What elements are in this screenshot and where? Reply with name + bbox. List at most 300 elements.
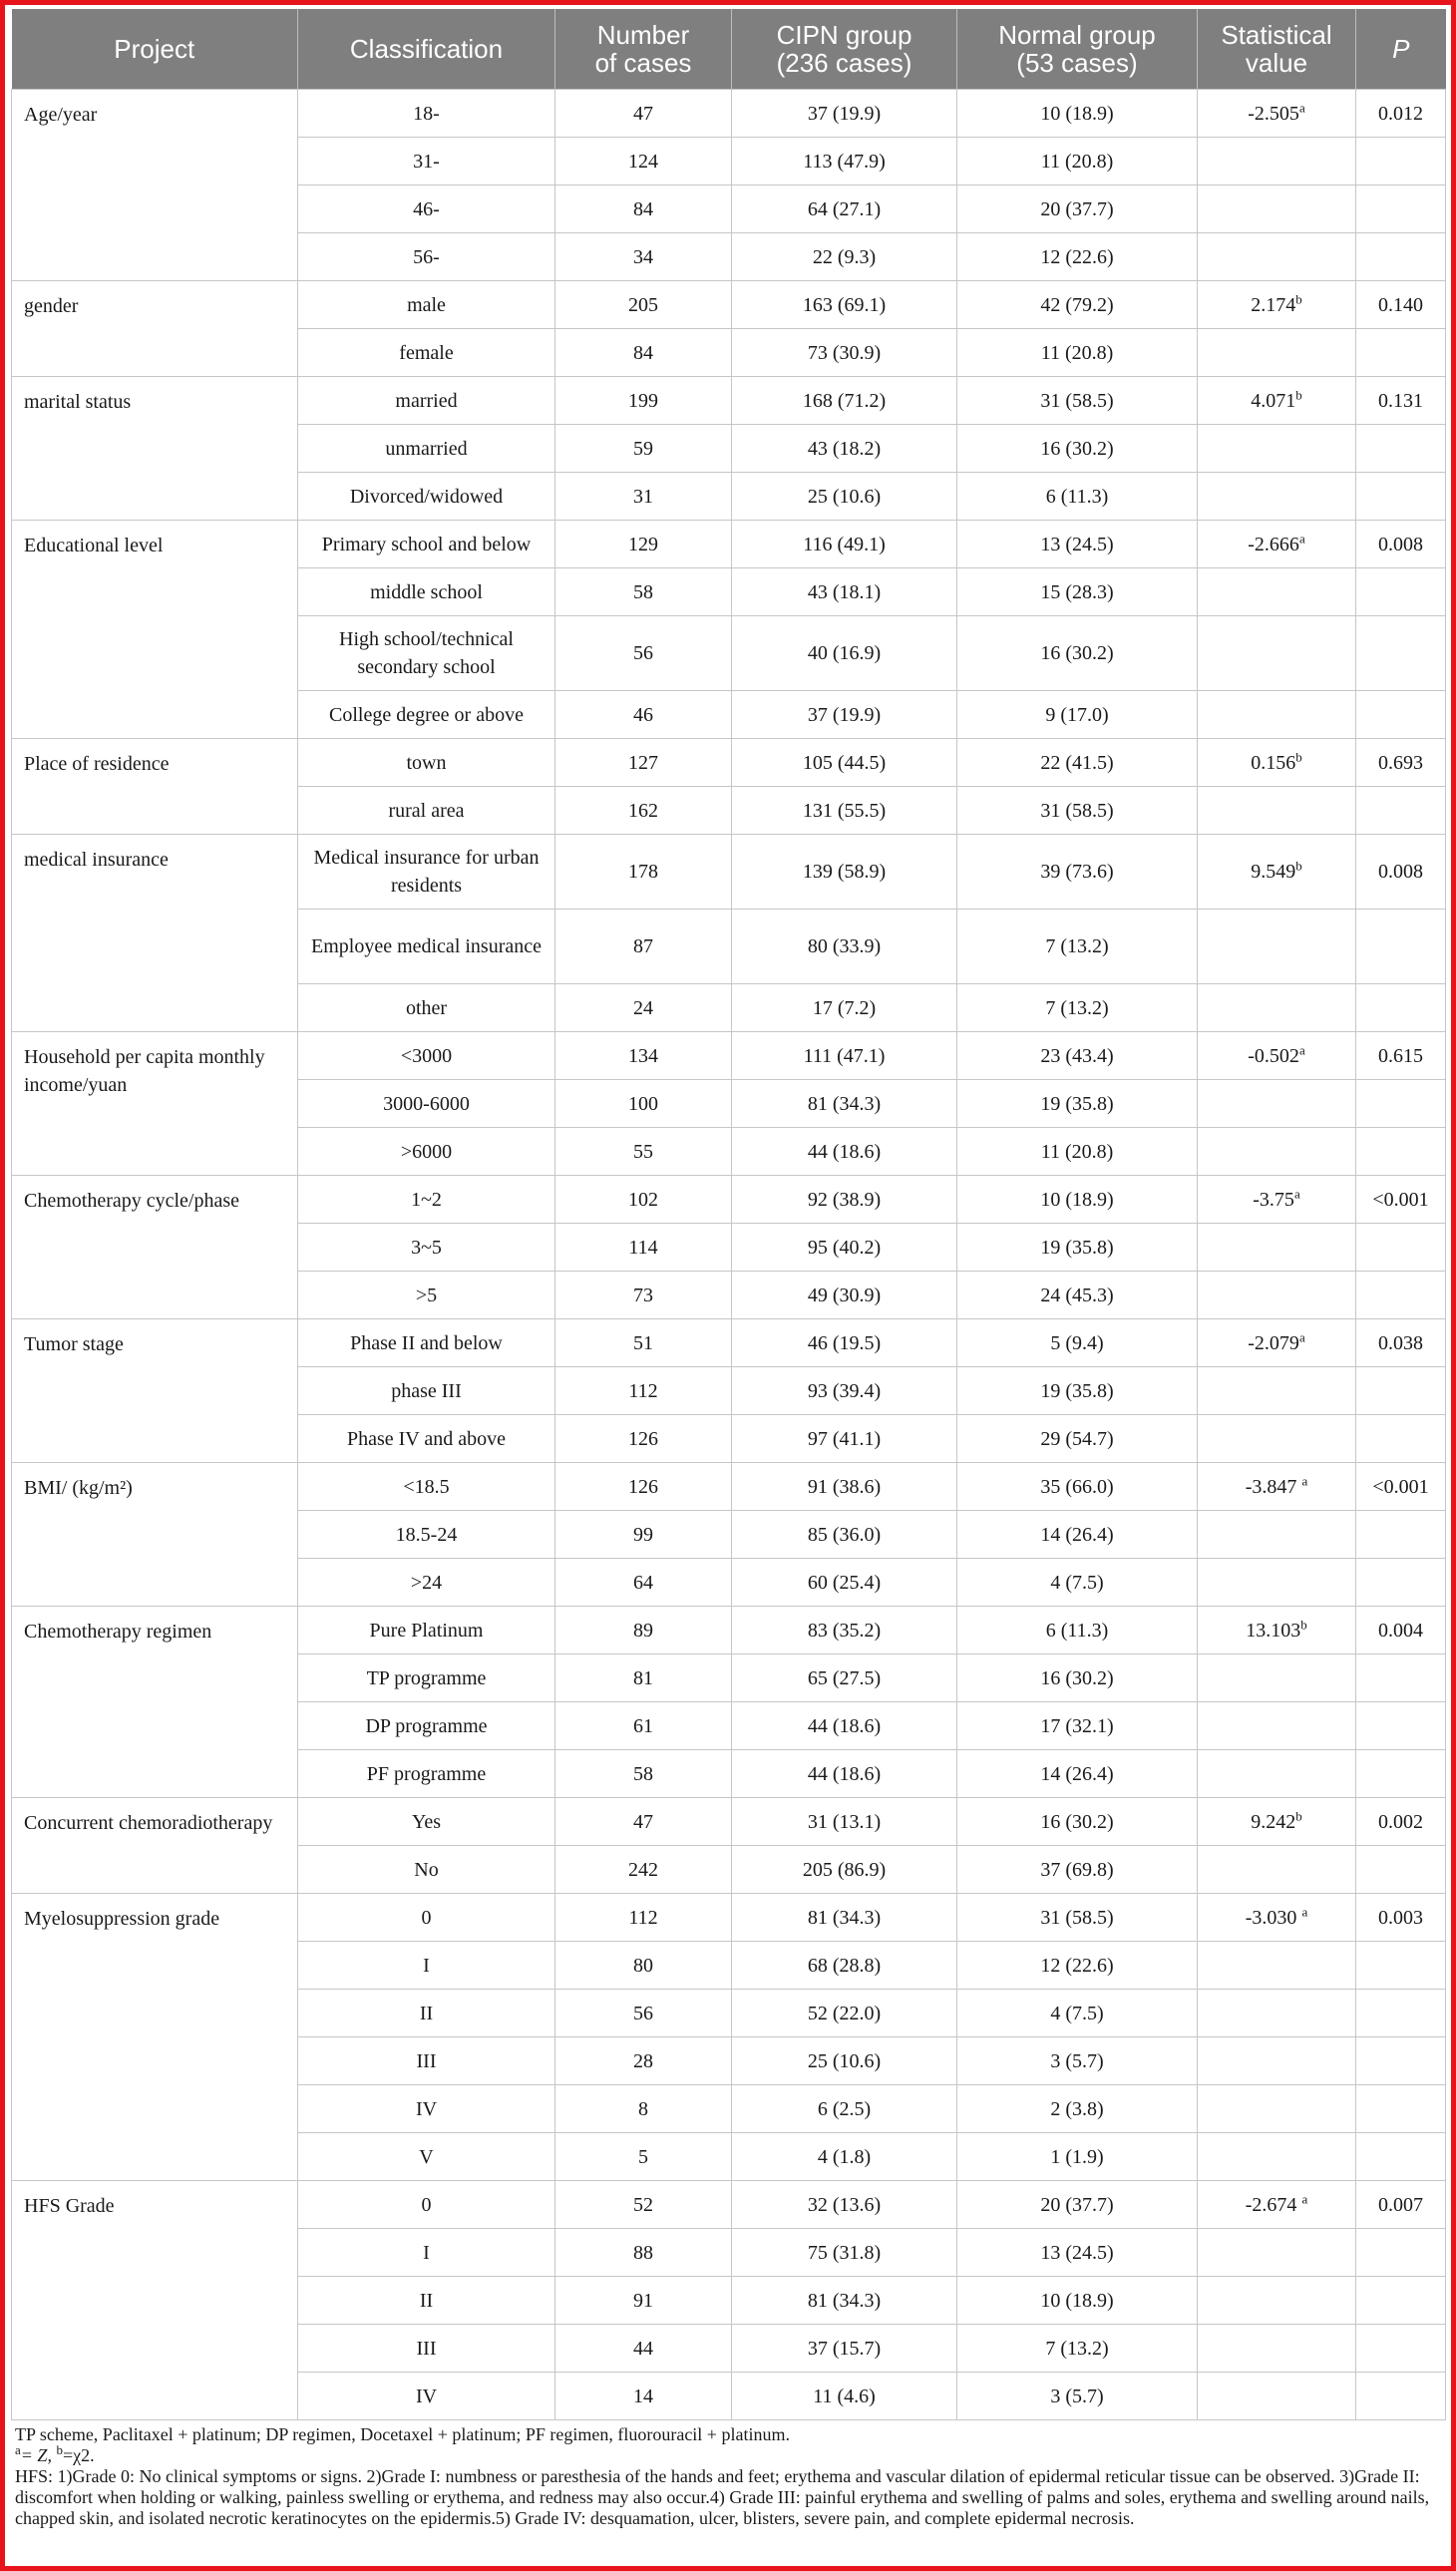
statistical-value-cell: [1198, 984, 1356, 1032]
table-row: [12, 1032, 1446, 1080]
p-value-cell: [1356, 616, 1446, 691]
statistical-value-cell: [1198, 1559, 1356, 1607]
cipn-cell: 11 (4.6): [732, 2373, 957, 2420]
normal-cell: 4 (7.5): [957, 1990, 1198, 2037]
classification-cell: DP programme: [298, 1702, 555, 1750]
normal-cell: 3 (5.7): [957, 2373, 1198, 2420]
p-value-cell: 0.002: [1356, 1798, 1446, 1846]
p-value-cell: [1356, 691, 1446, 739]
header-project: Project: [12, 9, 298, 90]
cases-cell: 34: [555, 233, 732, 281]
p-value-cell: [1356, 1654, 1446, 1702]
classification-cell: female: [298, 329, 555, 377]
statistical-value-cell: [1198, 425, 1356, 473]
cipn-cell: 97 (41.1): [732, 1415, 957, 1463]
normal-cell: 17 (32.1): [957, 1702, 1198, 1750]
normal-cell: 13 (24.5): [957, 521, 1198, 568]
normal-cell: 12 (22.6): [957, 233, 1198, 281]
cipn-cell: 92 (38.9): [732, 1176, 957, 1224]
normal-cell: 37 (69.8): [957, 1846, 1198, 1894]
cases-cell: 126: [555, 1415, 732, 1463]
p-value-cell: 0.012: [1356, 90, 1446, 138]
cases-cell: 134: [555, 1032, 732, 1080]
classification-cell: 18.5-24: [298, 1511, 555, 1559]
normal-cell: 10 (18.9): [957, 2277, 1198, 2325]
cipn-cell: 168 (71.2): [732, 377, 957, 425]
table-footnotes: [11, 2420, 1445, 2529]
classification-cell: Divorced/widowed: [298, 473, 555, 521]
classification-cell: <3000: [298, 1032, 555, 1080]
cipn-cell: 83 (35.2): [732, 1607, 957, 1654]
classification-cell: II: [298, 2277, 555, 2325]
classification-cell: 3~5: [298, 1224, 555, 1272]
cipn-cell: 139 (58.9): [732, 835, 957, 910]
cases-cell: 46: [555, 691, 732, 739]
table-row: [12, 2181, 1446, 2229]
cases-cell: 129: [555, 521, 732, 568]
statistical-value-cell: -2.079$^a$: [1198, 1319, 1356, 1367]
p-value-cell: [1356, 787, 1446, 835]
p-value-cell: 0.131: [1356, 377, 1446, 425]
classification-cell: 56-: [298, 233, 555, 281]
cipn-cell: 4 (1.8): [732, 2133, 957, 2181]
cases-cell: 58: [555, 568, 732, 616]
normal-cell: 39 (73.6): [957, 835, 1198, 910]
normal-cell: 20 (37.7): [957, 2181, 1198, 2229]
table-row: [12, 1176, 1446, 1224]
p-value-cell: 0.038: [1356, 1319, 1446, 1367]
classification-cell: III: [298, 2037, 555, 2085]
cipn-cell: 75 (31.8): [732, 2229, 957, 2277]
cases-cell: 102: [555, 1176, 732, 1224]
table-row: [12, 281, 1446, 329]
table-row: [12, 1319, 1446, 1367]
cases-cell: 47: [555, 90, 732, 138]
cases-cell: 52: [555, 2181, 732, 2229]
normal-cell: 19 (35.8): [957, 1367, 1198, 1415]
statistical-value-cell: [1198, 473, 1356, 521]
cases-cell: 99: [555, 1511, 732, 1559]
cipn-cell: 81 (34.3): [732, 1080, 957, 1128]
cipn-cell: 25 (10.6): [732, 473, 957, 521]
p-value-cell: [1356, 2277, 1446, 2325]
p-value-cell: [1356, 910, 1446, 984]
statistical-value-cell: [1198, 1750, 1356, 1798]
normal-cell: 11 (20.8): [957, 138, 1198, 185]
cipn-cell: 95 (40.2): [732, 1224, 957, 1272]
classification-cell: other: [298, 984, 555, 1032]
cases-cell: 31: [555, 473, 732, 521]
classification-cell: I: [298, 2229, 555, 2277]
p-value-cell: [1356, 1080, 1446, 1128]
cipn-cell: 93 (39.4): [732, 1367, 957, 1415]
statistical-value-cell: [1198, 1846, 1356, 1894]
table-row: [12, 1607, 1446, 1654]
cipn-cell: 40 (16.9): [732, 616, 957, 691]
p-value-cell: [1356, 1367, 1446, 1415]
cases-cell: 5: [555, 2133, 732, 2181]
cipn-cell: 64 (27.1): [732, 185, 957, 233]
classification-cell: town: [298, 739, 555, 787]
p-value-cell: 0.008: [1356, 835, 1446, 910]
classification-cell: 0: [298, 1894, 555, 1942]
classification-cell: rural area: [298, 787, 555, 835]
cases-cell: 81: [555, 1654, 732, 1702]
p-value-cell: 0.003: [1356, 1894, 1446, 1942]
p-value-cell: [1356, 568, 1446, 616]
p-value-cell: [1356, 1702, 1446, 1750]
table-row: [12, 1894, 1446, 1942]
statistical-value-cell: [1198, 910, 1356, 984]
footnote-abbreviations: TP scheme, Paclitaxel + platinum; DP regimen, Docetaxel + platinum; PF regimen, fluorouracil + platinum.: [15, 2424, 790, 2444]
header-p: P: [1356, 9, 1446, 90]
classification-cell: <18.5: [298, 1463, 555, 1511]
normal-cell: 15 (28.3): [957, 568, 1198, 616]
project-cell: Chemotherapy regimen: [12, 1607, 298, 1798]
p-value-cell: <0.001: [1356, 1463, 1446, 1511]
p-value-cell: [1356, 425, 1446, 473]
normal-cell: 24 (45.3): [957, 1272, 1198, 1319]
classification-cell: >6000: [298, 1128, 555, 1176]
cases-cell: 8: [555, 2085, 732, 2133]
p-value-cell: 0.007: [1356, 2181, 1446, 2229]
cases-cell: 51: [555, 1319, 732, 1367]
classification-cell: 31-: [298, 138, 555, 185]
classification-cell: >5: [298, 1272, 555, 1319]
cases-cell: 87: [555, 910, 732, 984]
cipn-cell: 131 (55.5): [732, 787, 957, 835]
cipn-cell: 46 (19.5): [732, 1319, 957, 1367]
p-value-cell: [1356, 138, 1446, 185]
table-body: [12, 90, 1446, 2420]
cipn-cell: 68 (28.8): [732, 1942, 957, 1990]
statistical-value-cell: [1198, 1654, 1356, 1702]
header-classification: Classification: [298, 9, 555, 90]
cipn-cell: 31 (13.1): [732, 1798, 957, 1846]
cases-cell: 73: [555, 1272, 732, 1319]
cipn-cell: 85 (36.0): [732, 1511, 957, 1559]
classification-cell: College degree or above: [298, 691, 555, 739]
classification-cell: III: [298, 2325, 555, 2373]
statistical-value-cell: [1198, 1080, 1356, 1128]
statistical-value-cell: [1198, 2229, 1356, 2277]
header-cipn-group: CIPN group (236 cases): [732, 9, 957, 90]
normal-cell: 11 (20.8): [957, 1128, 1198, 1176]
normal-cell: 16 (30.2): [957, 425, 1198, 473]
cipn-cell: 43 (18.1): [732, 568, 957, 616]
normal-cell: 22 (41.5): [957, 739, 1198, 787]
project-cell: Place of residence: [12, 739, 298, 835]
p-value-cell: [1356, 1415, 1446, 1463]
table-row: [12, 1463, 1446, 1511]
project-cell: Tumor stage: [12, 1319, 298, 1463]
classification-cell: Pure Platinum: [298, 1607, 555, 1654]
statistical-value-cell: [1198, 2085, 1356, 2133]
project-cell: Concurrent chemoradiotherapy: [12, 1798, 298, 1894]
table-row: [12, 90, 1446, 138]
cases-cell: 59: [555, 425, 732, 473]
statistical-value-cell: [1198, 691, 1356, 739]
cipn-cell: 52 (22.0): [732, 1990, 957, 2037]
cases-cell: 112: [555, 1894, 732, 1942]
cipn-cell: 91 (38.6): [732, 1463, 957, 1511]
statistical-value-cell: -0.502$^a$: [1198, 1032, 1356, 1080]
statistical-value-cell: [1198, 138, 1356, 185]
project-cell: HFS Grade: [12, 2181, 298, 2420]
normal-cell: 3 (5.7): [957, 2037, 1198, 2085]
statistical-value-cell: [1198, 1511, 1356, 1559]
cipn-cell: 17 (7.2): [732, 984, 957, 1032]
project-cell: gender: [12, 281, 298, 377]
statistical-value-cell: [1198, 1272, 1356, 1319]
table-row: [12, 835, 1446, 910]
cipn-cell: 37 (19.9): [732, 691, 957, 739]
classification-cell: 46-: [298, 185, 555, 233]
cipn-cell: 205 (86.9): [732, 1846, 957, 1894]
cipn-cell: 44 (18.6): [732, 1128, 957, 1176]
statistical-value-cell: [1198, 2133, 1356, 2181]
cases-cell: 44: [555, 2325, 732, 2373]
cases-cell: 199: [555, 377, 732, 425]
p-value-cell: [1356, 329, 1446, 377]
normal-cell: 13 (24.5): [957, 2229, 1198, 2277]
classification-cell: 1~2: [298, 1176, 555, 1224]
p-value-cell: [1356, 1272, 1446, 1319]
table-row: [12, 377, 1446, 425]
cipn-cell: 37 (15.7): [732, 2325, 957, 2373]
cases-cell: 84: [555, 185, 732, 233]
p-value-cell: 0.140: [1356, 281, 1446, 329]
cipn-cell: 37 (19.9): [732, 90, 957, 138]
p-value-cell: [1356, 2229, 1446, 2277]
classification-cell: IV: [298, 2373, 555, 2420]
p-value-cell: [1356, 2373, 1446, 2420]
project-cell: medical insurance: [12, 835, 298, 1032]
normal-cell: 19 (35.8): [957, 1224, 1198, 1272]
cases-cell: 112: [555, 1367, 732, 1415]
classification-cell: 3000-6000: [298, 1080, 555, 1128]
header-normal-group: Normal group (53 cases): [957, 9, 1198, 90]
project-cell: BMI/ (kg/m²): [12, 1463, 298, 1607]
p-value-cell: 0.004: [1356, 1607, 1446, 1654]
cases-cell: 127: [555, 739, 732, 787]
classification-cell: PF programme: [298, 1750, 555, 1798]
project-cell: marital status: [12, 377, 298, 521]
cases-cell: 126: [555, 1463, 732, 1511]
classification-cell: Employee medical insurance: [298, 910, 555, 984]
normal-cell: 16 (30.2): [957, 616, 1198, 691]
classification-cell: >24: [298, 1559, 555, 1607]
normal-cell: 31 (58.5): [957, 377, 1198, 425]
statistical-value-cell: -2.666$^a$: [1198, 521, 1356, 568]
normal-cell: 16 (30.2): [957, 1798, 1198, 1846]
cipn-cell: 81 (34.3): [732, 2277, 957, 2325]
statistical-value-cell: [1198, 233, 1356, 281]
statistical-value-cell: [1198, 787, 1356, 835]
p-value-cell: 0.008: [1356, 521, 1446, 568]
statistical-value-cell: -3.847 $^a$: [1198, 1463, 1356, 1511]
statistical-value-cell: -3.75$^a$: [1198, 1176, 1356, 1224]
statistical-value-cell: [1198, 2373, 1356, 2420]
normal-cell: 9 (17.0): [957, 691, 1198, 739]
classification-cell: Primary school and below: [298, 521, 555, 568]
statistical-value-cell: [1198, 568, 1356, 616]
classification-cell: IV: [298, 2085, 555, 2133]
statistical-value-cell: [1198, 1128, 1356, 1176]
p-value-cell: [1356, 2085, 1446, 2133]
normal-cell: 12 (22.6): [957, 1942, 1198, 1990]
normal-cell: 14 (26.4): [957, 1511, 1198, 1559]
classification-cell: 0: [298, 2181, 555, 2229]
classification-cell: II: [298, 1990, 555, 2037]
cipn-cell: 65 (27.5): [732, 1654, 957, 1702]
cases-cell: 91: [555, 2277, 732, 2325]
classification-cell: Phase II and below: [298, 1319, 555, 1367]
p-value-cell: [1356, 1846, 1446, 1894]
normal-cell: 35 (66.0): [957, 1463, 1198, 1511]
project-cell: Educational level: [12, 521, 298, 739]
normal-cell: 19 (35.8): [957, 1080, 1198, 1128]
cipn-cell: 6 (2.5): [732, 2085, 957, 2133]
cases-cell: 64: [555, 1559, 732, 1607]
normal-cell: 20 (37.7): [957, 185, 1198, 233]
normal-cell: 7 (13.2): [957, 2325, 1198, 2373]
cipn-cell: 80 (33.9): [732, 910, 957, 984]
statistical-value-cell: [1198, 2037, 1356, 2085]
classification-cell: Medical insurance for urban residents: [298, 835, 555, 910]
p-value-cell: 0.615: [1356, 1032, 1446, 1080]
project-cell: Household per capita monthly income/yuan: [12, 1032, 298, 1176]
classification-cell: Phase IV and above: [298, 1415, 555, 1463]
p-value-cell: [1356, 2037, 1446, 2085]
cipn-cell: 44 (18.6): [732, 1750, 957, 1798]
statistical-value-cell: [1198, 329, 1356, 377]
normal-cell: 2 (3.8): [957, 2085, 1198, 2133]
cases-cell: 58: [555, 1750, 732, 1798]
cipn-cell: 111 (47.1): [732, 1032, 957, 1080]
p-value-cell: [1356, 1559, 1446, 1607]
cipn-cell: 81 (34.3): [732, 1894, 957, 1942]
p-value-cell: [1356, 185, 1446, 233]
classification-cell: middle school: [298, 568, 555, 616]
footnote-statistics: $^a$= Z, $^b$=χ2.: [15, 2442, 95, 2465]
p-value-cell: [1356, 473, 1446, 521]
normal-cell: 29 (54.7): [957, 1415, 1198, 1463]
p-value-cell: 0.693: [1356, 739, 1446, 787]
cases-cell: 88: [555, 2229, 732, 2277]
cases-cell: 61: [555, 1702, 732, 1750]
normal-cell: 31 (58.5): [957, 787, 1198, 835]
p-value-cell: [1356, 1128, 1446, 1176]
cases-cell: 55: [555, 1128, 732, 1176]
statistical-value-cell: [1198, 185, 1356, 233]
statistical-value-cell: 4.071$^b$: [1198, 377, 1356, 425]
p-value-cell: [1356, 984, 1446, 1032]
cases-cell: 89: [555, 1607, 732, 1654]
cipn-cell: 44 (18.6): [732, 1702, 957, 1750]
classification-cell: No: [298, 1846, 555, 1894]
normal-cell: 14 (26.4): [957, 1750, 1198, 1798]
cases-cell: 56: [555, 1990, 732, 2037]
project-cell: Myelosuppression grade: [12, 1894, 298, 2181]
statistical-value-cell: -2.505$^a$: [1198, 90, 1356, 138]
normal-cell: 6 (11.3): [957, 1607, 1198, 1654]
cases-cell: 47: [555, 1798, 732, 1846]
cases-cell: 84: [555, 329, 732, 377]
normal-cell: 1 (1.9): [957, 2133, 1198, 2181]
statistical-value-cell: [1198, 1224, 1356, 1272]
normal-cell: 10 (18.9): [957, 1176, 1198, 1224]
header-statistical-value: Statistical value: [1198, 9, 1356, 90]
cases-cell: 114: [555, 1224, 732, 1272]
classification-cell: Yes: [298, 1798, 555, 1846]
statistical-value-cell: [1198, 1702, 1356, 1750]
statistical-value-cell: [1198, 616, 1356, 691]
p-value-cell: <0.001: [1356, 1176, 1446, 1224]
p-value-cell: [1356, 1511, 1446, 1559]
normal-cell: 31 (58.5): [957, 1894, 1198, 1942]
p-value-cell: [1356, 2133, 1446, 2181]
normal-cell: 23 (43.4): [957, 1032, 1198, 1080]
cipn-cell: 60 (25.4): [732, 1559, 957, 1607]
classification-cell: V: [298, 2133, 555, 2181]
statistical-value-cell: -3.030 $^a$: [1198, 1894, 1356, 1942]
header-number-of-cases: Number of cases: [555, 9, 732, 90]
cases-cell: 205: [555, 281, 732, 329]
cases-cell: 28: [555, 2037, 732, 2085]
classification-cell: unmarried: [298, 425, 555, 473]
cases-cell: 242: [555, 1846, 732, 1894]
cases-cell: 124: [555, 138, 732, 185]
table-row: [12, 521, 1446, 568]
cipn-cell: 32 (13.6): [732, 2181, 957, 2229]
normal-cell: 7 (13.2): [957, 910, 1198, 984]
data-table: [11, 9, 1446, 2420]
statistical-value-cell: 13.103$^b$: [1198, 1607, 1356, 1654]
project-cell: Age/year: [12, 90, 298, 281]
cases-cell: 162: [555, 787, 732, 835]
classification-cell: male: [298, 281, 555, 329]
cipn-cell: 113 (47.9): [732, 138, 957, 185]
classification-cell: phase III: [298, 1367, 555, 1415]
statistical-value-cell: 0.156$^b$: [1198, 739, 1356, 787]
classification-cell: TP programme: [298, 1654, 555, 1702]
cipn-cell: 73 (30.9): [732, 329, 957, 377]
cipn-cell: 49 (30.9): [732, 1272, 957, 1319]
cases-cell: 14: [555, 2373, 732, 2420]
statistical-value-cell: [1198, 2325, 1356, 2373]
normal-cell: 6 (11.3): [957, 473, 1198, 521]
normal-cell: 7 (13.2): [957, 984, 1198, 1032]
normal-cell: 11 (20.8): [957, 329, 1198, 377]
cases-cell: 178: [555, 835, 732, 910]
cipn-cell: 163 (69.1): [732, 281, 957, 329]
cases-cell: 100: [555, 1080, 732, 1128]
classification-cell: I: [298, 1942, 555, 1990]
statistical-value-cell: [1198, 2277, 1356, 2325]
statistical-value-cell: 9.242$^b$: [1198, 1798, 1356, 1846]
classification-cell: 18-: [298, 90, 555, 138]
statistical-value-cell: 9.549$^b$: [1198, 835, 1356, 910]
cipn-cell: 105 (44.5): [732, 739, 957, 787]
table-row: [12, 739, 1446, 787]
statistical-value-cell: 2.174$^b$: [1198, 281, 1356, 329]
table-row: [12, 1798, 1446, 1846]
cipn-cell: 116 (49.1): [732, 521, 957, 568]
cases-cell: 56: [555, 616, 732, 691]
p-value-cell: [1356, 1942, 1446, 1990]
statistical-value-cell: [1198, 1942, 1356, 1990]
